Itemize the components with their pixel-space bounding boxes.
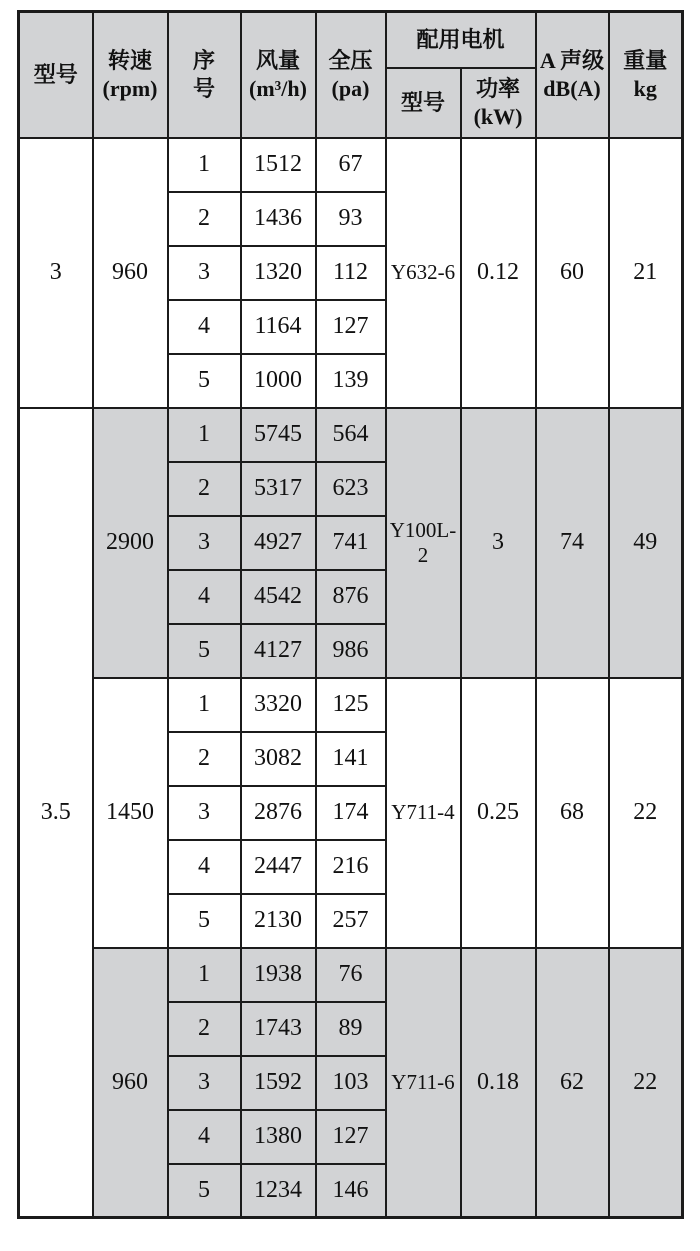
- cell-model: 3: [19, 138, 93, 408]
- cell-seq: 5: [168, 624, 241, 678]
- header-motor-model: [386, 68, 461, 138]
- header-noise: [536, 12, 609, 138]
- cell-flow: 1380: [241, 1110, 316, 1164]
- header-flow: [241, 12, 316, 138]
- cell-seq: 1: [168, 678, 241, 732]
- cell-pressure: 89: [316, 1002, 386, 1056]
- cell-seq: 3: [168, 516, 241, 570]
- cell-power: 3: [461, 408, 536, 678]
- cell-pressure: 986: [316, 624, 386, 678]
- fan-spec-table: [17, 10, 684, 1219]
- cell-seq: 2: [168, 462, 241, 516]
- table-row: [19, 138, 683, 192]
- cell-weight: 22: [609, 948, 683, 1218]
- header-weight-label: 重量: [623, 48, 668, 74]
- cell-speed: 2900: [93, 408, 168, 678]
- cell-flow: 1000: [241, 354, 316, 408]
- cell-seq: 4: [168, 300, 241, 354]
- header-model-label: 型号: [33, 62, 78, 87]
- header-pressure-unit: (pa): [331, 75, 370, 101]
- cell-pressure: 103: [316, 1056, 386, 1110]
- header-speed-label: 转速: [107, 48, 152, 74]
- cell-seq: 1: [168, 138, 241, 192]
- cell-weight: 22: [609, 678, 683, 948]
- cell-flow: 4127: [241, 624, 316, 678]
- header-model: [19, 12, 93, 138]
- cell-seq: 4: [168, 570, 241, 624]
- cell-flow: 5317: [241, 462, 316, 516]
- cell-seq: 5: [168, 354, 241, 408]
- cell-flow: 2876: [241, 786, 316, 840]
- cell-pressure: 127: [316, 300, 386, 354]
- cell-pressure: 67: [316, 138, 386, 192]
- header-speed-unit: (rpm): [102, 75, 158, 101]
- cell-flow: 2130: [241, 894, 316, 948]
- header-power: [461, 68, 536, 138]
- header-flow-label: 风量: [255, 48, 300, 74]
- header-power-unit: (kW): [473, 103, 523, 129]
- cell-speed: 960: [93, 948, 168, 1218]
- cell-motor-model: Y711-4: [386, 678, 461, 948]
- cell-seq: 4: [168, 1110, 241, 1164]
- cell-pressure: 623: [316, 462, 386, 516]
- cell-power: 0.25: [461, 678, 536, 948]
- cell-flow: 1164: [241, 300, 316, 354]
- cell-pressure: 174: [316, 786, 386, 840]
- cell-pressure: 741: [316, 516, 386, 570]
- cell-motor-model: Y100L-2: [386, 408, 461, 678]
- cell-seq: 3: [168, 1056, 241, 1110]
- cell-motor-model: Y711-6: [386, 948, 461, 1218]
- cell-seq: 3: [168, 786, 241, 840]
- cell-noise: 60: [536, 138, 609, 408]
- cell-speed: 1450: [93, 678, 168, 948]
- cell-pressure: 93: [316, 192, 386, 246]
- cell-pressure: 76: [316, 948, 386, 1002]
- cell-seq: 3: [168, 246, 241, 300]
- cell-pressure: 139: [316, 354, 386, 408]
- cell-pressure: 216: [316, 840, 386, 894]
- cell-seq: 5: [168, 1164, 241, 1218]
- cell-power: 0.18: [461, 948, 536, 1218]
- cell-pressure: 257: [316, 894, 386, 948]
- header-motor-group-label: 配用电机: [416, 27, 505, 52]
- cell-pressure: 141: [316, 732, 386, 786]
- cell-motor-model: Y632-6: [386, 138, 461, 408]
- cell-seq: 1: [168, 948, 241, 1002]
- cell-flow: 1592: [241, 1056, 316, 1110]
- cell-pressure: 112: [316, 246, 386, 300]
- cell-flow: 3320: [241, 678, 316, 732]
- cell-pressure: 127: [316, 1110, 386, 1164]
- cell-weight: 21: [609, 138, 683, 408]
- header-power-label: 功率: [476, 76, 521, 101]
- cell-seq: 1: [168, 408, 241, 462]
- cell-power: 0.12: [461, 138, 536, 408]
- cell-pressure: 146: [316, 1164, 386, 1218]
- header-row-1: [19, 12, 683, 68]
- table-row: [19, 408, 683, 462]
- header-flow-unit: (m³/h): [249, 75, 307, 101]
- cell-flow: 1436: [241, 192, 316, 246]
- cell-flow: 1234: [241, 1164, 316, 1218]
- header-noise-label: A 声级: [539, 48, 605, 74]
- cell-flow: 4927: [241, 516, 316, 570]
- cell-noise: 68: [536, 678, 609, 948]
- cell-flow: 1320: [241, 246, 316, 300]
- cell-seq: 2: [168, 192, 241, 246]
- cell-seq: 2: [168, 732, 241, 786]
- cell-pressure: 564: [316, 408, 386, 462]
- table-row: [19, 948, 683, 1002]
- cell-noise: 74: [536, 408, 609, 678]
- header-pressure-label: 全压: [328, 48, 373, 74]
- cell-pressure: 125: [316, 678, 386, 732]
- cell-flow: 5745: [241, 408, 316, 462]
- header-motor-model-label: 型号: [400, 89, 445, 115]
- cell-flow: 4542: [241, 570, 316, 624]
- header-weight: [609, 12, 683, 138]
- cell-flow: 1938: [241, 948, 316, 1002]
- cell-speed: 960: [93, 138, 168, 408]
- header-pressure: [316, 12, 386, 138]
- header-weight-unit: kg: [633, 75, 657, 101]
- cell-flow: 3082: [241, 732, 316, 786]
- cell-flow: 2447: [241, 840, 316, 894]
- cell-model: 3.5: [19, 408, 93, 1218]
- cell-flow: 1512: [241, 138, 316, 192]
- cell-pressure: 876: [316, 570, 386, 624]
- cell-seq: 2: [168, 1002, 241, 1056]
- cell-weight: 49: [609, 408, 683, 678]
- cell-seq: 4: [168, 840, 241, 894]
- header-seq: [168, 12, 241, 138]
- header-seq-line1: 序: [192, 48, 215, 74]
- cell-noise: 62: [536, 948, 609, 1218]
- header-noise-unit: dB(A): [543, 75, 601, 101]
- header-motor-group: [386, 12, 536, 68]
- cell-seq: 5: [168, 894, 241, 948]
- cell-flow: 1743: [241, 1002, 316, 1056]
- header-seq-line2: 号: [192, 75, 215, 101]
- table-row: [19, 678, 683, 732]
- header-speed: [93, 12, 168, 138]
